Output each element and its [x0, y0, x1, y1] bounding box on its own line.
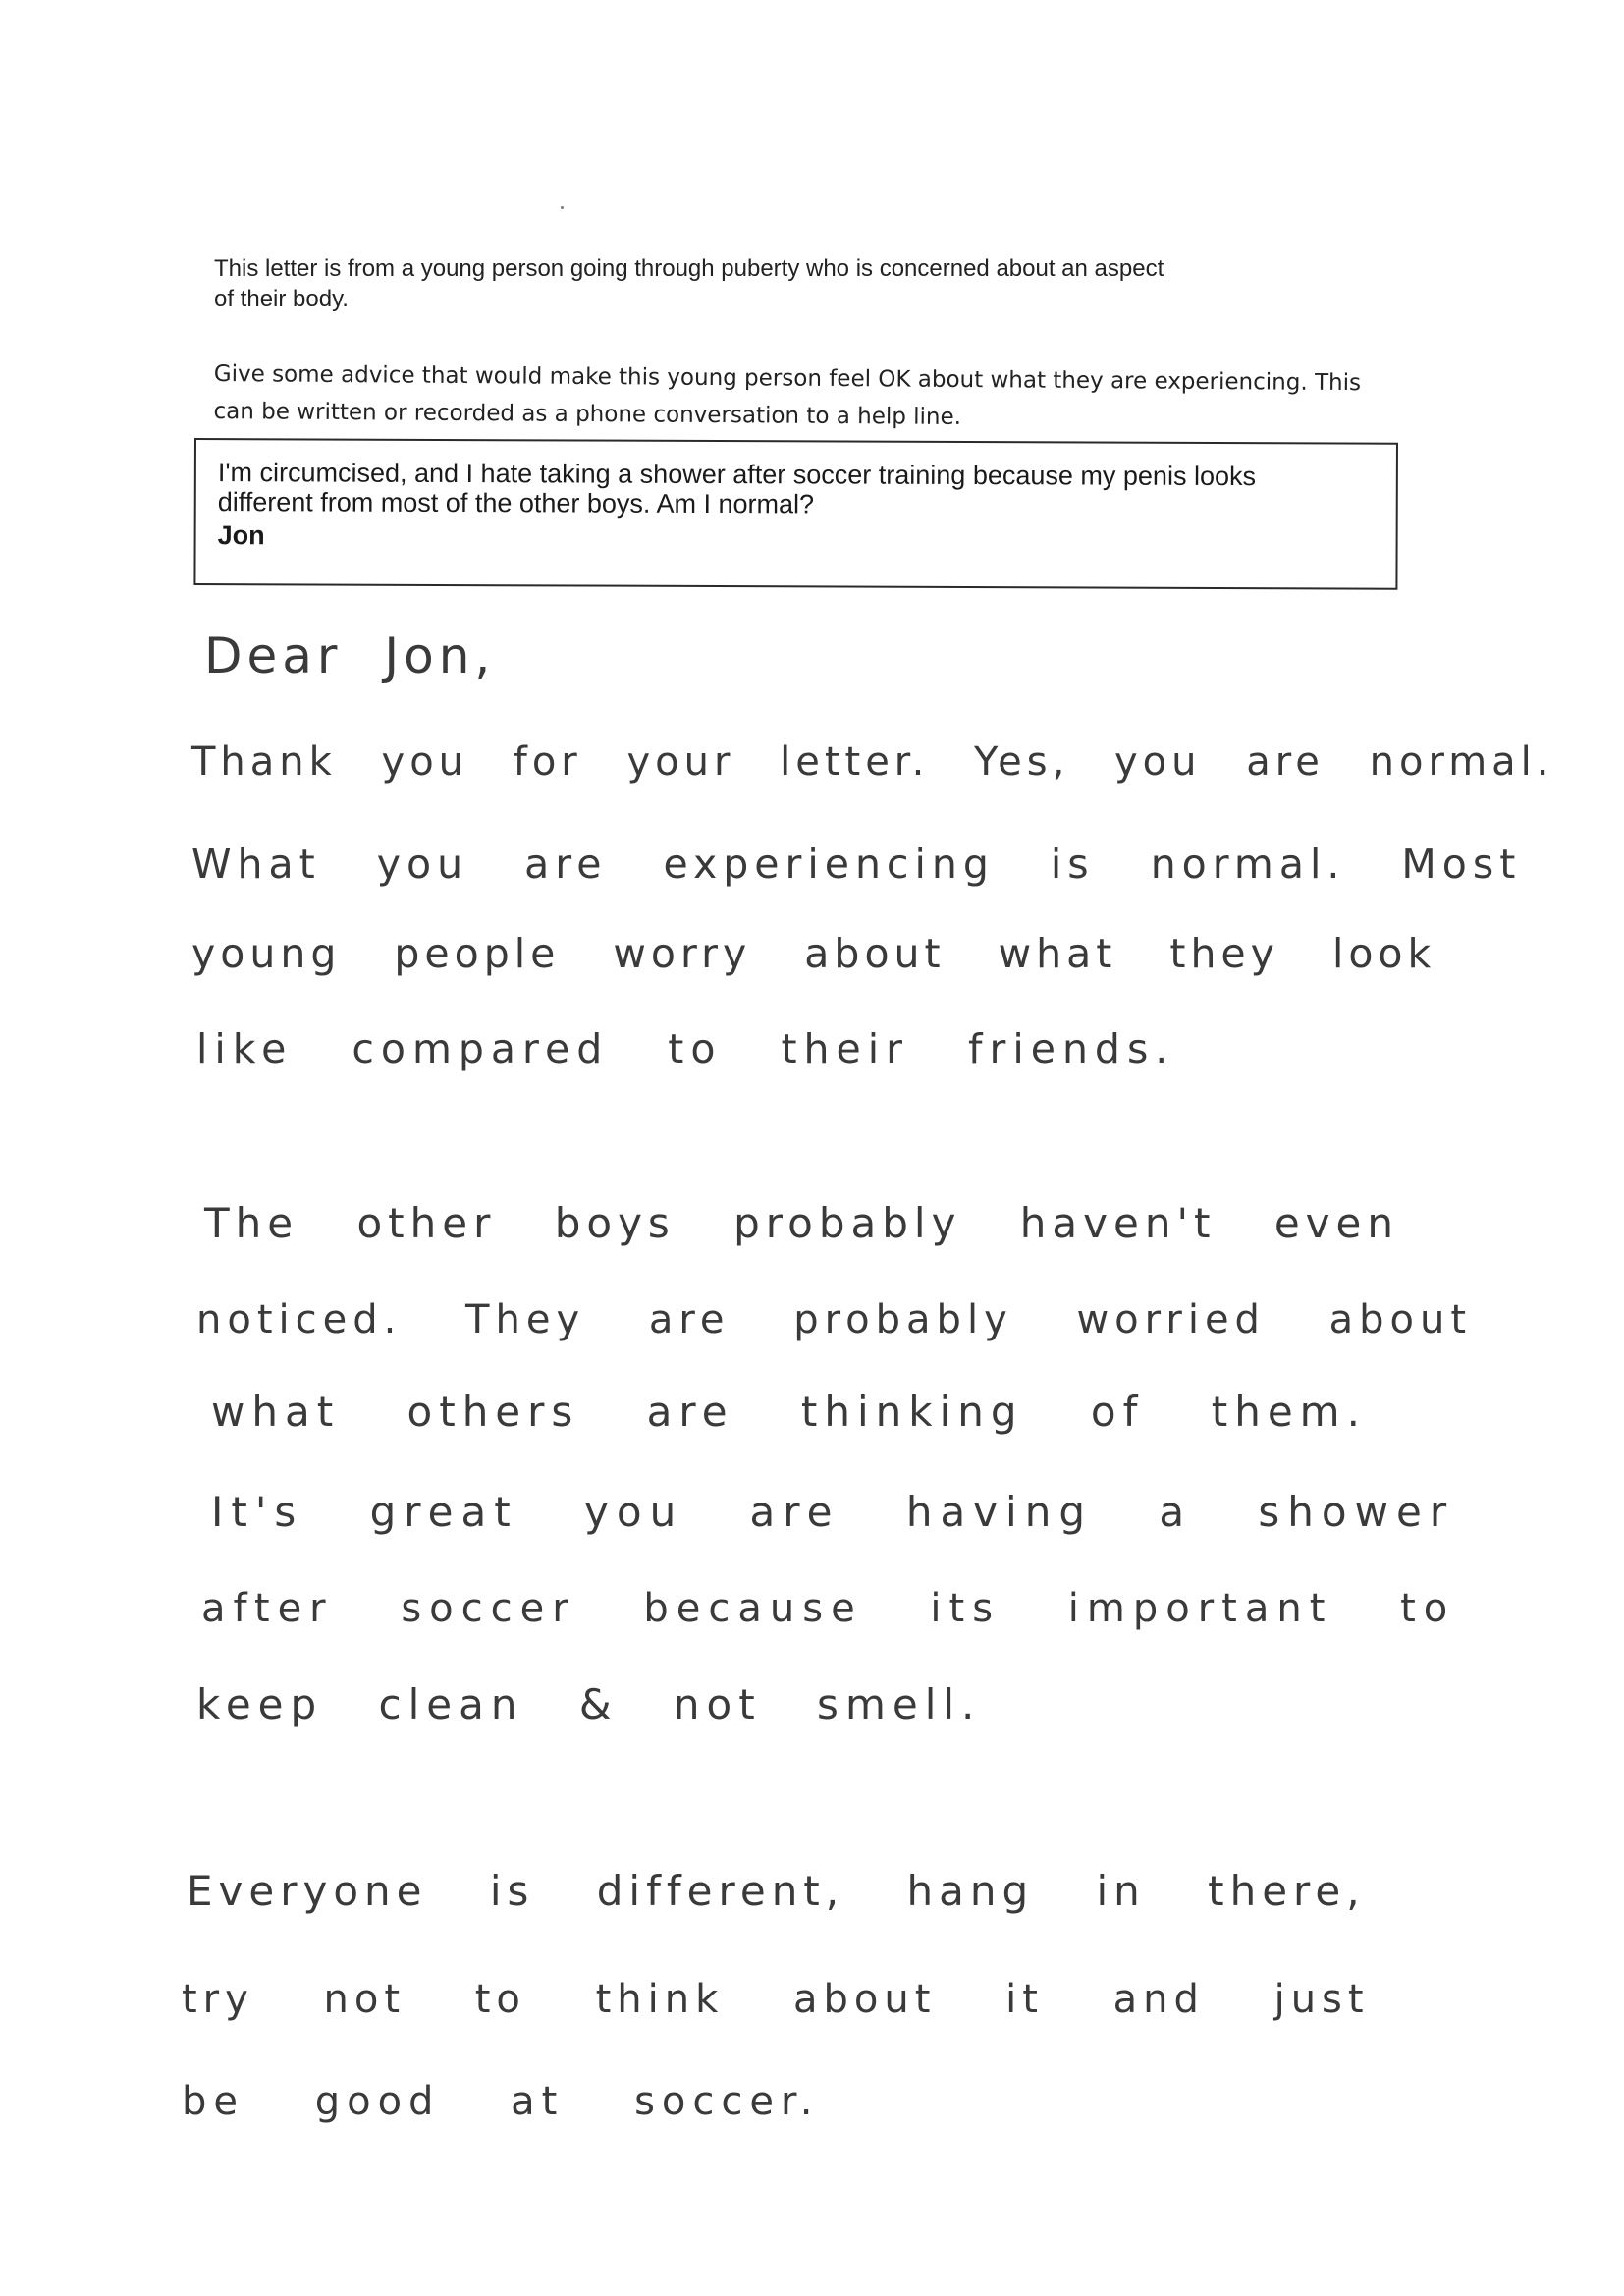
reply-salutation: Dear Jon,: [204, 628, 496, 684]
reply-line: after soccer because its important to: [201, 1586, 1456, 1631]
reply-line: like compared to their friends.: [196, 1025, 1175, 1072]
reply-line: noticed. They are probably worried about: [196, 1297, 1473, 1342]
reply-line: What you are experiencing is normal. Most: [191, 841, 1522, 888]
instruction-line: can be written or recorded as a phone conversation to a help line.: [213, 398, 962, 430]
instruction-text: [213, 355, 1432, 440]
intro-line: of their body.: [214, 286, 349, 312]
reply-line: Thank you for your letter. Yes, you are normal.: [191, 739, 1554, 785]
question-line: I'm circumcised, and I hate taking a shower after soccer training because my penis looks: [217, 458, 1257, 492]
scan-speck: [561, 206, 564, 209]
instruction-line: Give some advice that would make this young person feel OK about what they are experiencing. This: [213, 360, 1362, 397]
intro-line: This letter is from a young person going through puberty who is concerned about an aspect: [214, 255, 1164, 282]
question-text: [218, 458, 1367, 520]
reply-line: Everyone is different, hang in there,: [187, 1867, 1366, 1915]
question-signature: Jon: [217, 520, 265, 551]
question-line: different from most of the other boys. Am I normal?: [217, 487, 815, 519]
reply-line: keep clean & not smell.: [196, 1680, 982, 1728]
reply-line: The other boys probably haven't even: [204, 1199, 1399, 1247]
reply-line: try not to think about it and just: [182, 1977, 1370, 2022]
intro-text: [214, 253, 1373, 314]
reply-line: young people worry about what they look: [191, 930, 1436, 977]
question-box: [193, 438, 1398, 590]
reply-line: be good at soccer.: [182, 2079, 820, 2124]
reply-line: what others are thinking of them.: [211, 1388, 1367, 1436]
reply-line: It's great you are having a shower: [211, 1488, 1455, 1536]
